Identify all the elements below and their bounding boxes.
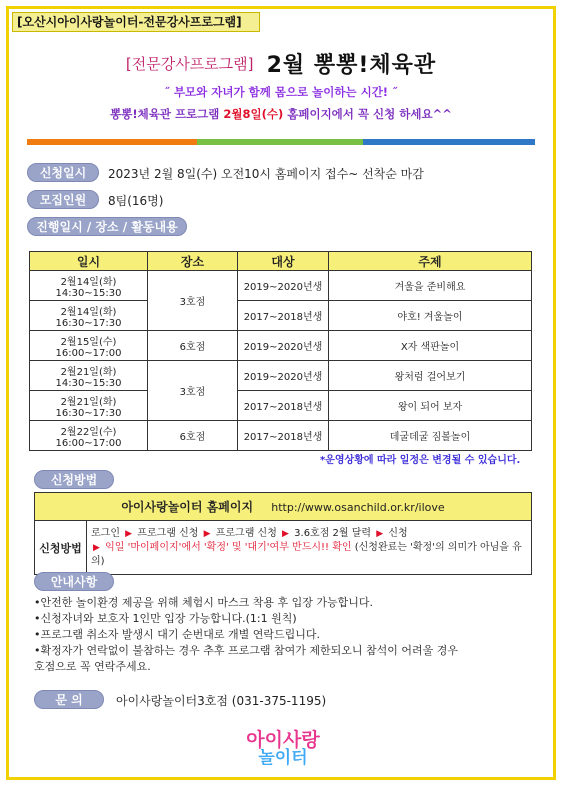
cell-target: 2019~2020년생 xyxy=(238,361,329,391)
arrow-right-icon: ▶ xyxy=(376,529,384,539)
cell-date: 2월14일(화) 14:30~15:30 xyxy=(30,271,148,301)
list-item: 호점으로 꼭 연락주세요. xyxy=(34,660,151,673)
cell-place: 3호점 xyxy=(148,271,238,331)
site-cell xyxy=(35,493,532,521)
cell-target: 2019~2020년생 xyxy=(238,271,329,301)
cell-topic: 겨울을 준비해요 xyxy=(329,271,532,301)
logo-top-text: 아이사랑 xyxy=(246,729,320,751)
subtitle: ˝ 부모와 자녀가 함께 몸으로 놀이하는 시간! ˝ xyxy=(164,85,398,99)
confirm-warning: 익일 '마이페이지'에서 '확정' 및 '대기'여부 반드시!! 확인 xyxy=(105,542,352,553)
cell-date: 2월14일(화) 16:30~17:30 xyxy=(30,301,148,331)
header-label: [오산시아이사랑놀이터-전문강사프로그램] xyxy=(12,12,260,32)
title-main: 2월 뽕뽕!체육관 xyxy=(266,53,437,78)
table-row xyxy=(30,331,532,361)
step-program-apply-1: 프로그램 신청 xyxy=(137,528,199,539)
cell-date: 2월21일(화) 14:30~15:30 xyxy=(30,361,148,391)
cell-place: 6호점 xyxy=(148,421,238,451)
col-header-place: 장소 xyxy=(148,252,238,271)
method-site-row xyxy=(35,493,532,521)
method-row-label: 신청방법 xyxy=(35,521,87,575)
step-calendar: 3.6호점 2월 달력 xyxy=(294,528,372,539)
guide-section-label: 안내사항 xyxy=(34,572,114,591)
table-row xyxy=(30,271,532,301)
inquiry-label: 문 의 xyxy=(34,690,104,709)
cell-topic: X자 색판놀이 xyxy=(329,331,532,361)
cell-topic: 왕처럼 걸어보기 xyxy=(329,361,532,391)
table-row xyxy=(30,421,532,451)
cell-target: 2017~2018년생 xyxy=(238,421,329,451)
cell-topic: 야호! 겨울놀이 xyxy=(329,301,532,331)
guide-list xyxy=(34,595,544,675)
cell-date: 2월21일(화) 16:30~17:30 xyxy=(30,391,148,421)
schedule-label: 진행일시 / 장소 / 활동내용 xyxy=(27,217,187,236)
cell-topic: 왕이 되어 보자 xyxy=(329,391,532,421)
color-stripe-blue xyxy=(363,139,535,145)
cell-target: 2017~2018년생 xyxy=(238,391,329,421)
cell-date: 2월15일(수) 16:00~17:00 xyxy=(30,331,148,361)
arrow-right-icon: ▶ xyxy=(282,529,289,539)
step-program-apply-2: 프로그램 신청 xyxy=(215,528,277,539)
method-steps-row xyxy=(35,521,532,575)
method-section-label: 신청방법 xyxy=(34,470,114,489)
list-item: •안전한 놀이환경 제공을 위해 체험시 마스크 착용 후 입장 가능합니다. xyxy=(34,596,373,609)
color-stripe-green xyxy=(197,139,363,145)
step-login: 로그인 xyxy=(91,528,120,539)
col-header-target: 대상 xyxy=(238,252,329,271)
color-stripe-orange xyxy=(27,139,197,145)
cell-target: 2019~2020년생 xyxy=(238,331,329,361)
recruit-label: 모집인원 xyxy=(27,190,99,209)
method-table xyxy=(34,492,532,575)
ilove-playground-logo xyxy=(228,730,338,774)
logo-bottom-text: 놀이터 xyxy=(258,748,308,768)
schedule-table xyxy=(29,251,532,451)
inquiry-value: 아이사랑놀이터3호점 (031-375-1195) xyxy=(116,694,327,708)
signup-notice xyxy=(0,106,562,122)
notice-after: 홈페이지에서 꼭 신청 하세요^^ xyxy=(283,107,452,121)
step-apply: 신청 xyxy=(388,528,408,539)
list-item: •프로그램 취소자 발생시 대기 순번대로 개별 연락드립니다. xyxy=(34,628,320,641)
arrow-right-icon: ▶ xyxy=(203,529,211,539)
title-prefix: [전문강사프로그램] xyxy=(125,55,254,73)
notice-before: 뽕뽕!체육관 프로그램 xyxy=(110,107,224,121)
apply-date-label: 신청일시 xyxy=(27,163,99,182)
method-steps xyxy=(87,521,532,575)
notice-date: 2월8일(수) xyxy=(223,107,284,121)
cell-date: 2월22일(수) 16:00~17:00 xyxy=(30,421,148,451)
site-url-link[interactable]: http://www.osanchild.or.kr/ilove xyxy=(271,501,445,514)
table-row xyxy=(30,301,532,331)
table-row xyxy=(30,391,532,421)
apply-date-value: 2023년 2월 8일(수) 오전10시 홈페이지 접수~ 선착순 마감 xyxy=(108,167,424,181)
cell-place: 3호점 xyxy=(148,361,238,421)
schedule-header-row xyxy=(30,252,532,271)
list-item: •신청자녀와 보호자 1인만 입장 가능합니다.(1:1 원칙) xyxy=(34,612,297,625)
arrow-right-icon: ▶ xyxy=(125,529,133,539)
recruit-value: 8팀(16명) xyxy=(108,194,164,208)
schedule-footnote: *운영상황에 따라 일정은 변경될 수 있습니다. xyxy=(320,455,521,466)
arrow-right-icon: ▶ xyxy=(93,543,100,553)
cell-target: 2017~2018년생 xyxy=(238,301,329,331)
col-header-topic: 주제 xyxy=(329,252,532,271)
site-name: 아이사랑놀이터 홈페이지 xyxy=(121,500,254,514)
cell-place: 6호점 xyxy=(148,331,238,361)
list-item: •확정자가 연락없이 불참하는 경우 추후 프로그램 참여가 제한되오니 참석이 어려울 경우 xyxy=(34,644,458,657)
cell-topic: 데굴데굴 짐볼놀이 xyxy=(329,421,532,451)
page-title xyxy=(0,48,562,79)
table-row xyxy=(30,361,532,391)
col-header-date: 일시 xyxy=(30,252,148,271)
confirm-note: (신청완료는 '확정'의 의미가 아님을 유의) xyxy=(91,542,522,567)
